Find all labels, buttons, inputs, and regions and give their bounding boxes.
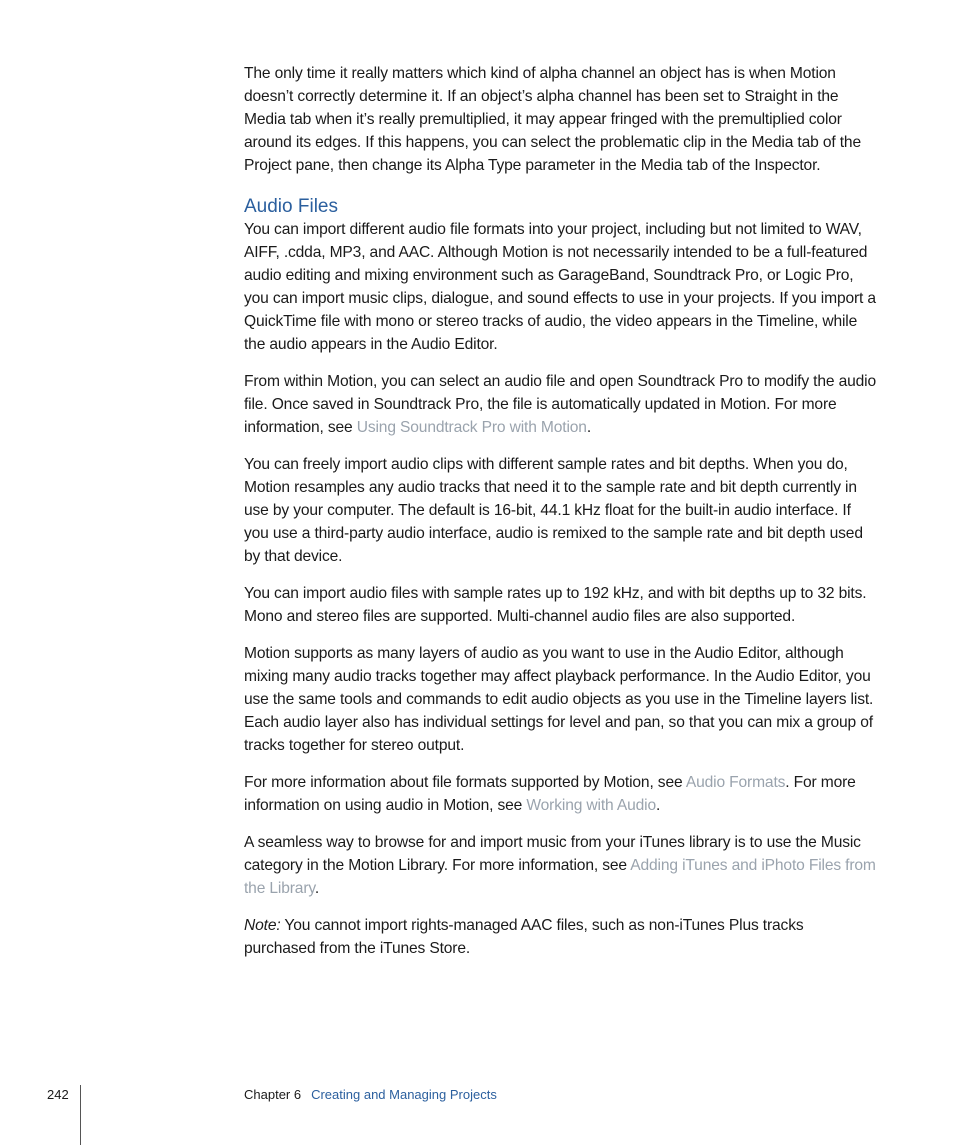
note-label: Note: xyxy=(244,917,281,934)
chapter-label: Chapter 6 xyxy=(244,1087,302,1102)
chapter-reference xyxy=(244,1087,497,1103)
chapter-title-link[interactable]: Creating and Managing Projects xyxy=(311,1087,497,1102)
intro-paragraph: The only time it really matters which kind of alpha channel an object has is when Motion doesn’t correctly determine it. If an object’s alpha channel has been set to Straight in the Media tab when it’s really premultiplied, it may appear fringed with the premultiplied color around its edges. If this happens, you can select the problematic clip in the Media tab of the Project pane, then change its Alpha Type parameter in the Media tab of the Inspector. xyxy=(244,65,861,174)
itunes-text-end: . xyxy=(314,880,320,897)
audio-layers-paragraph: Motion supports as many layers of audio as you want to use in the Audio Editor, although mixing many audio tracks together may affect playback performance. In the Audio Editor, you use the same tools and commands to edit audio objects as you use in the Timeline layers list. Each audio layer also has individual settings for level and pan, so that you can mix a group of tracks together for stereo output. xyxy=(244,645,874,754)
page-content xyxy=(244,62,876,974)
working-with-audio-link[interactable]: Working with Audio xyxy=(526,797,657,814)
sample-rate-paragraph: You can freely import audio clips with different sample rates and bit depths. When you do, Motion resamples any audio tracks that need it to the sample rate and bit depth currently in use by your computer. The default is 16-bit, 44.1 kHz float for the built-in audio interface. If you use a third-party audio interface, audio is remixed to the sample rate and bit depth used by that device. xyxy=(244,456,863,565)
audio-formats-link[interactable]: Audio Formats xyxy=(685,774,786,791)
more-info-text-a: For more information about file formats supported by Motion, see xyxy=(244,774,686,791)
soundtrack-text: From within Motion, you can select an audio file and open Soundtrack Pro to modify the audio file. Once saved in Soundtrack Pro, the file is automatically updated in Motion. For more information, see xyxy=(244,373,876,436)
note-text: You cannot import rights-managed AAC files, such as non-iTunes Plus tracks purchased from the iTunes Store. xyxy=(244,917,804,957)
itunes-paragraph xyxy=(244,831,876,900)
note-paragraph xyxy=(244,914,876,960)
footer-divider xyxy=(80,1085,81,1145)
more-info-paragraph xyxy=(244,771,876,817)
itunes-text: A seamless way to browse for and import music from your iTunes library is to use the Music category in the Motion Library. For more information, see xyxy=(244,834,861,874)
page-number: 242 xyxy=(47,1087,69,1102)
more-info-text-b: . For more information on using audio in Motion, see xyxy=(244,774,856,814)
soundtrack-link[interactable]: Using Soundtrack Pro with Motion xyxy=(356,419,587,436)
soundtrack-paragraph xyxy=(244,370,876,439)
itunes-link[interactable]: Adding iTunes and iPhoto Files from the Library xyxy=(244,857,876,897)
bit-depth-paragraph: You can import audio files with sample rates up to 192 kHz, and with bit depths up to 32 bits. Mono and stereo files are supported. Multi-channel audio files are also supported. xyxy=(244,585,867,625)
page-footer xyxy=(0,1087,954,1145)
section-heading: Audio Files xyxy=(244,196,338,217)
soundtrack-text-end: . xyxy=(586,419,592,436)
more-info-text-c: . xyxy=(656,797,661,814)
audio-formats-paragraph: You can import different audio file formats into your project, including but not limited to WAV, AIFF, .cdda, MP3, and AAC. Although Motion is not necessarily intended to be a full-featured audio editing and mixing environment such as GarageBand, Soundtrack Pro, or Logic Pro, you can import music clips, dialogue, and sound effects to use in your projects. If you import a QuickTime file with mono or stereo tracks of audio, the video appears in the Timeline, while the audio appears in the Audio Editor. xyxy=(244,221,876,353)
